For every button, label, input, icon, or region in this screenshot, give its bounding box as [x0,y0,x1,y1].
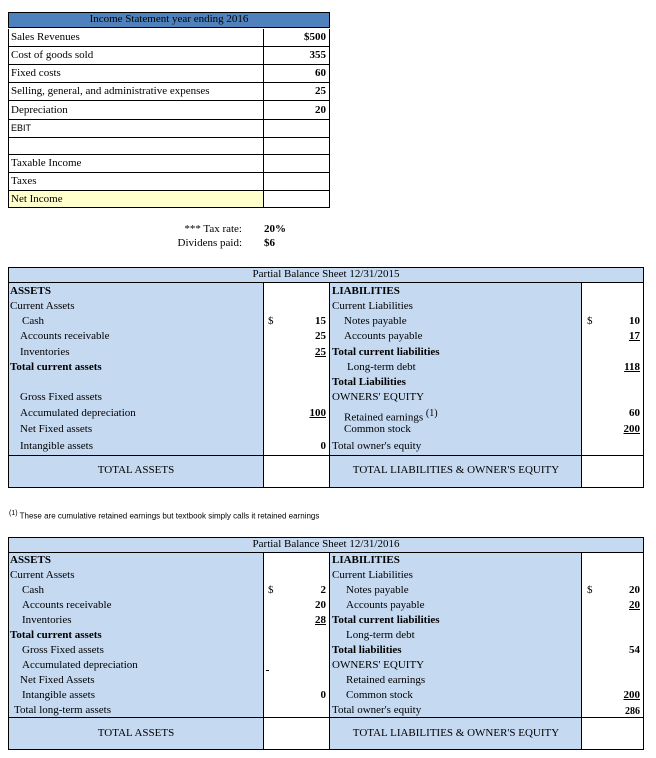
bs2015-assets-amount-col [264,282,330,456]
bs2015-gross-fixed: Gross Fixed assets [20,391,102,403]
bs2015-total-assets: TOTAL ASSETS [97,464,175,476]
bs2015-ar: Accounts receivable [20,330,110,342]
bs2016-ar-value: 20 [315,599,326,611]
income-row-label-cell [8,120,264,138]
bs2016-intangible: Intangible assets [22,689,96,701]
dividends-label: Dividens paid: [177,237,242,249]
bs2016-total-lt-assets: Total long-term assets [14,704,111,716]
bs2016-accum-dep-underline [266,670,269,671]
income-row-label: Taxable Income [11,157,82,169]
bs2015-retained-label: Retained earnings [344,411,424,424]
bs2016-cash-value: 2 [320,584,326,596]
bs2015-ltd: Long-term debt [347,361,416,373]
bs2016-net-fixed: Net Fixed Assets [20,674,95,686]
income-row-label: Depreciation [11,104,68,116]
bs2015-intangible-value: 0 [320,440,326,452]
bs2015-cash: Cash [22,315,44,327]
income-row-value: 355 [309,49,326,61]
bs2015-net-fixed: Net Fixed assets [20,423,93,435]
income-row-value: 25 [315,85,326,97]
income-row-label-cell [8,29,264,47]
bs2016-total-liab-value: 54 [629,644,640,656]
bs2015-total-assets-amount [264,456,330,488]
footnote-text: These are cumulative retained earnings but textbook simply calls it retained earnings [19,511,320,521]
bs2016-dollar-right: $ [587,584,593,596]
tax-rate-label: *** Tax rate: [184,223,242,235]
bs2016-total-current-liab: Total current liabilities [332,614,440,626]
bs2015-dollar-right: $ [587,315,593,327]
bs2015-accum-dep: Accumulated depreciation [20,407,136,419]
bs2015-title: Partial Balance Sheet 12/31/2015 [252,268,400,280]
bs2016-inventories: Inventories [22,614,72,626]
bs2015-cash-value: 15 [315,315,326,327]
income-row-value-cell [264,173,330,191]
income-row-label-cell [8,191,264,208]
bs2015-retained-value: 60 [629,407,640,419]
bs2016-common: Common stock [346,689,413,701]
income-row-value: $500 [304,31,326,43]
bs2015-ar-value: 25 [315,330,326,342]
income-row-value-cell [264,29,330,47]
bs2016-total-assets: TOTAL ASSETS [97,727,175,739]
bs2016-total-le: TOTAL LIABILITIES & OWNER'S EQUITY [352,727,560,739]
bs2016-retained: Retained earnings [346,674,426,686]
income-row-label: Selling, general, and administrative expenses [11,85,210,97]
bs2016-title: Partial Balance Sheet 12/31/2016 [252,538,400,550]
dividends-value: $6 [264,237,275,249]
income-row-value-cell [264,83,330,101]
tax-rate-value: 20% [264,223,286,235]
income-row-label: Sales Revenues [11,31,80,43]
income-row-label: Taxes [11,175,37,187]
bs2015-assets-header: ASSETS [10,285,51,297]
income-row-label-cell [8,101,264,120]
bs2015-total-current-liab: Total current liabilities [332,346,440,358]
bs2015-np-value: 10 [629,315,640,327]
income-row-value-cell [264,120,330,138]
bs2016-ar: Accounts receivable [22,599,112,611]
bs2015-dollar-left: $ [268,315,274,327]
income-statement-title: Income Statement year ending 2016 [89,13,249,25]
bs2015-total-current-assets: Total current assets [10,361,102,373]
bs2016-inv-value: 28 [315,614,326,626]
bs2016-total-oe-value: 286 [625,706,640,717]
bs2016-accum-dep: Accumulated depreciation [22,659,138,671]
income-row-value-cell [264,47,330,65]
income-row-value: 60 [315,67,326,79]
income-row-label: Fixed costs [11,67,61,79]
bs2016-owners-equity: OWNERS' EQUITY [332,659,425,671]
bs2016-total-le-amount [582,718,644,750]
income-row-value: 20 [315,104,326,116]
bs2015-notes-payable: Notes payable [344,315,407,327]
bs2016-current-assets: Current Assets [10,569,75,581]
bs2015-common-value: 200 [623,423,640,435]
bs2015-current-liab: Current Liabilities [332,300,413,312]
bs2015-owners-equity: OWNERS' EQUITY [332,391,425,403]
bs2016-total-current-assets: Total current assets [10,629,102,641]
bs2016-dollar-left: $ [268,584,274,596]
income-row-label-cell [8,155,264,173]
bs2016-total-assets-amount [264,718,330,750]
bs2015-liab-header: LIABILITIES [332,285,400,297]
income-row-label-cell [8,65,264,83]
bs2015-total-le: TOTAL LIABILITIES & OWNER'S EQUITY [352,464,560,476]
bs2016-assets-header: ASSETS [10,554,51,566]
bs2016-total-oe: Total owner's equity [332,704,422,716]
income-row-label-cell [8,138,264,155]
income-row-value-cell [264,101,330,120]
income-row-label: Net Income [11,193,63,205]
bs2016-common-value: 200 [623,689,640,701]
income-row-label: Cost of goods sold [11,49,94,61]
bs2016-ap: Accounts payable [346,599,425,611]
bs2015-tca-value: 25 [315,346,326,358]
bs2016-cash: Cash [22,584,44,596]
income-row-value-cell [264,138,330,155]
bs2015-ltd-value: 118 [624,361,640,373]
bs2016-ap-value: 20 [629,599,640,611]
footnote-marker: (1) [9,510,18,517]
bs2015-intangible: Intangible assets [20,440,94,452]
income-row-label-cell [8,83,264,101]
bs2016-ltd: Long-term debt [346,629,415,641]
bs2016-liab-header: LIABILITIES [332,554,400,566]
bs2015-ap-value: 17 [629,330,640,342]
bs2016-intangible-value: 0 [320,689,326,701]
bs2016-total-liab: Total liabilities [332,644,402,656]
income-row-value-cell [264,65,330,83]
bs2015-current-assets: Current Assets [10,300,75,312]
income-row-value-cell [264,191,330,208]
bs2015-retained [344,407,438,425]
bs2016-np-value: 20 [629,584,640,596]
bs2015-ap: Accounts payable [344,330,423,342]
bs2015-total-oe: Total owner's equity [332,440,422,452]
bs2015-total-liab: Total Liabilities [332,376,406,388]
bs2016-notes-payable: Notes payable [346,584,409,596]
income-row-label-cell [8,47,264,65]
income-row-label: EBIT [11,123,32,133]
bs2015-retained-footnote-ref: (1) [425,408,438,419]
income-row-value-cell [264,155,330,173]
bs2016-gross-fixed: Gross Fixed assets [22,644,104,656]
bs2015-common: Common stock [344,423,411,435]
income-row-label-cell [8,173,264,191]
bs2015-total-le-amount [582,456,644,488]
bs2015-accum-dep-value: 100 [309,407,326,419]
footnote [9,507,319,523]
bs2015-inventories: Inventories [20,346,70,358]
bs2016-current-liab: Current Liabilities [332,569,413,581]
